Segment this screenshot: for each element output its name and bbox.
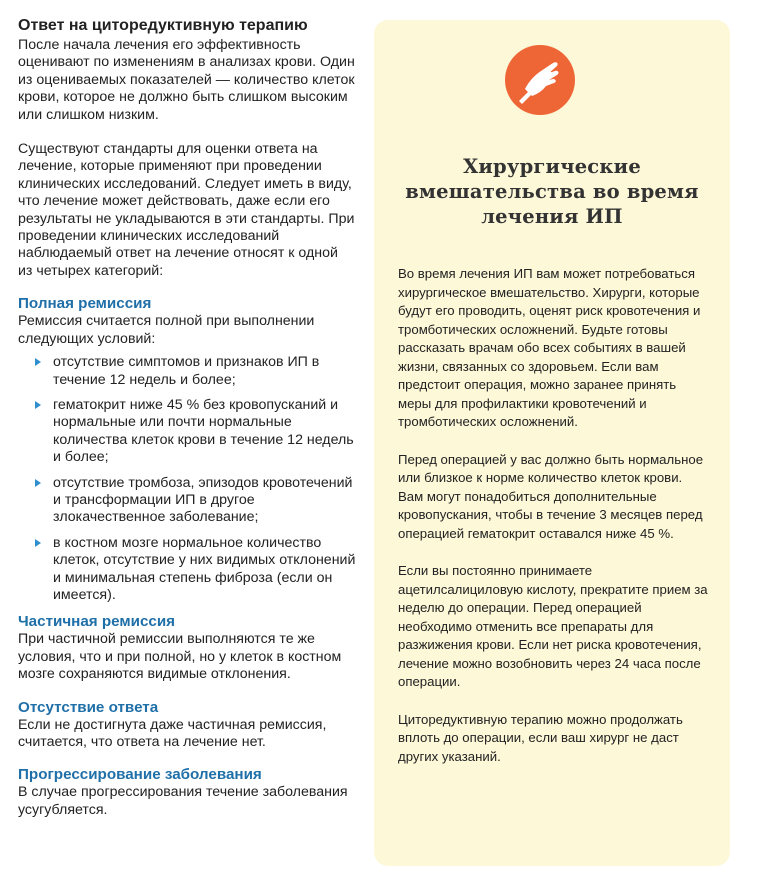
- card-paragraph-4: Циторедуктивную терапию можно продолжать вплоть до операции, если ваш хирург не даст других указаний.: [398, 711, 683, 764]
- bullet-arrow-icon: [35, 479, 41, 487]
- list-item-text: отсутствие тромбоза, эпизодов кровотечений и трансформации ИП в другое злокачественное заболевание;: [53, 474, 353, 526]
- partial-remission-text: При частичной ремиссии выполняются те же условия, что и при полной, но у клеток в костном мозге сохраняются видимые отклонения.: [18, 631, 342, 683]
- bullet-arrow-icon: [35, 358, 41, 366]
- list-item-text: отсутствие симптомов и признаков ИП в течение 12 недель и более;: [53, 354, 320, 388]
- heading-partial-remission: Частичная ремиссия: [18, 613, 176, 631]
- intro-paragraph-1: После начала лечения его эффективность оценивают по изменениям в анализах крови. Один из оцениваемых показателей — количество клеток крови, которое не должно быть слишком высоким или слишком низким.: [18, 37, 355, 123]
- list-item: [18, 475, 356, 527]
- scalpel-hand-icon: [505, 45, 575, 115]
- progression-text: В случае прогрессирования течение заболевания усугубляется.: [18, 784, 348, 818]
- card-paragraph-1: Во время лечения ИП вам может потребоваться хирургическое вмешательство. Хирурги, которые будут его проводить, оценят риск кровотечения и тромботических осложнений. Будьте готовы рассказать врачам обо всех событиях в вашей жизни, связанных со здоровьем. Если вам предстоит операция, можно заранее принять меры для профилактики кровотечений и тромботических осложнений.: [398, 266, 701, 429]
- no-response-text: Если не достигнута даже частичная ремиссия, считается, что ответа на лечение нет.: [18, 716, 327, 750]
- list-item-text: в костном мозге нормальное количество клеток, отсутствие у них видимых отклонений и минимальная степень фиброза (если он имеется).: [53, 534, 356, 603]
- list-item-text: гематокрит ниже 45 % без кровопусканий и нормальные или почти нормальные количества клеток крови в течение 12 недель и более;: [53, 396, 354, 466]
- list-item: [18, 354, 356, 389]
- bullet-arrow-icon: [35, 539, 41, 547]
- bullet-arrow-icon: [35, 401, 41, 409]
- card-paragraph-2: Перед операцией у вас должно быть нормальное или близкое к норме количество клеток крови. Вам могут понадобиться дополнительные кровопускания, чтобы в течение 3 месяцев перед операцией гематокрит оставался ниже 45 %.: [398, 451, 704, 541]
- heading-full-remission: Полная ремиссия: [18, 295, 152, 313]
- heading-no-response: Отсутствие ответа: [18, 698, 159, 716]
- page-title: Ответ на циторедуктивную терапию: [18, 17, 308, 34]
- list-item: [18, 397, 356, 467]
- card-body: [398, 265, 710, 766]
- full-remission-text: Ремиссия считается полной при выполнении следующих условий:: [18, 313, 315, 347]
- full-remission-list: [18, 354, 356, 604]
- list-item: [18, 535, 356, 605]
- surgery-info-card: [374, 20, 730, 866]
- heading-progression: Прогрессирование заболевания: [18, 766, 262, 784]
- card-paragraph-3: Если вы постоянно принимаете ацетилсалициловую кислоту, прекратите прием за неделю до операции. Перед операцией необходимо отменить все препараты для разжижения крови. Если нет риска кровотечения, лечение можно возобновить через 24 часа после операции.: [398, 563, 708, 689]
- intro-paragraph-2: Существуют стандарты для оценки ответа на лечение, которые применяют при проведении клинических исследований. Следует иметь в виду, что лечение может действовать, даже если его результаты не укладываются в эти стандарты. При проведении клинических исследований наблюдаемый ответ на лечение относят к одной из четырех категорий:: [18, 141, 355, 279]
- left-column: [18, 16, 356, 819]
- card-title: Хирургические вмешательства во время лечения ИП: [405, 155, 699, 228]
